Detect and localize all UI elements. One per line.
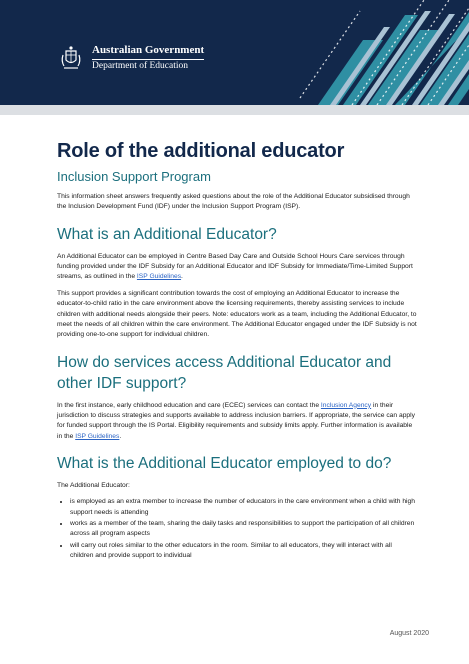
section-heading-how-access: How do services access Additional Educator and other IDF support? — [57, 353, 392, 392]
page-subtitle: Inclusion Support Program — [57, 169, 211, 184]
how-access-paragraph: In the first instance, early childhood education and care (ECEC) services can contact the Inclusion Agency in their jurisdiction to discuss strategies and supports available to address inclusion barriers. If appropriate, the service can apply for funded support through the IS Portal. Eligibility requirements and subsidy limits apply. Further information is available in the ISP Guidelines. — [57, 401, 415, 440]
list-item: • is employed as an extra member to increase the number of educators in the care environment when a child with high support needs is attending — [70, 497, 417, 518]
what-is-paragraph-1: An Additional Educator can be employed in Centre Based Day Care and Outside School Hours Care services through funding provided under the IDF Subsidy for an Additional Educator and IDF Subsidy for Immediate/Time-Limited Support streams, as outlined in the ISP Guidelines. — [57, 252, 413, 281]
page-title: Role of the additional educator — [57, 140, 345, 162]
intro-paragraph: This information sheet answers frequently asked questions about the role of the Additional Educator subsidised through the Inclusion Development Fund (IDF) under the Inclusion Support Program (ISP). — [57, 193, 410, 211]
document-body — [57, 140, 417, 563]
isp-guidelines-link-2[interactable]: ISP Guidelines — [75, 432, 120, 440]
header-divider — [0, 105, 469, 115]
header-banner — [0, 0, 469, 105]
inclusion-agency-link[interactable]: Inclusion Agency — [320, 401, 372, 409]
section-heading-what-is: What is an Additional Educator? — [57, 225, 277, 243]
list-item: • will carry out roles similar to the other educators in the room. Similar to all educators, they will interact with all children and provide support to individual — [70, 541, 417, 562]
what-is-paragraph-2: This support provides a significant contribution towards the cost of employing an Additional Educator to increase the educator-to-child ratio in the care environment above the licensing requirements, thereby assisting services to include children with additional needs alongside their peers. Note: educators work as a team, including the Additional Educator, to meet the needs of all children within the care environment. The Additional Educator engaged under the IDF Subsidy is not providing one-to-one support for individual children. — [57, 289, 417, 339]
commonwealth-crest-icon — [60, 45, 82, 71]
footer-date: August 2020 — [389, 630, 429, 637]
employed-lead: The Additional Educator: — [57, 481, 130, 489]
government-logo — [60, 44, 204, 73]
duties-list — [57, 497, 417, 561]
department-name: Department of Education — [92, 59, 204, 73]
isp-guidelines-link[interactable]: ISP Guidelines — [136, 273, 182, 281]
government-name: Australian Government — [92, 44, 205, 56]
section-heading-employed-to-do: What is the Additional Educator employed to do? — [57, 455, 392, 473]
list-item: • works as a member of the team, sharing the daily tasks and responsibilities to support the participation of all children across all program aspects — [70, 519, 417, 540]
